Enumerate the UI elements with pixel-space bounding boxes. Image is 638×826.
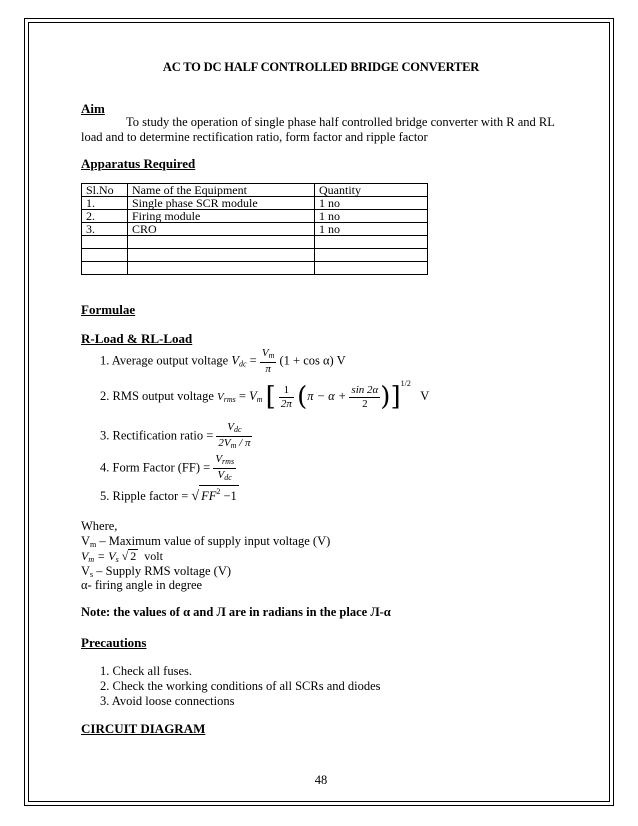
apparatus-table xyxy=(81,183,428,275)
eq2-rhs-sub: m xyxy=(256,395,263,404)
vm-eq-lhs-sub: m xyxy=(88,555,95,564)
eq4-den: V xyxy=(217,469,225,481)
circuit-diagram-heading: CIRCUIT DIAGRAM xyxy=(81,721,206,736)
where-vm xyxy=(81,534,330,549)
table-cell xyxy=(315,236,428,249)
table-row xyxy=(82,236,428,249)
vm-description: – Maximum value of supply input voltage (V) xyxy=(99,534,331,548)
eq2-power: 1/2 xyxy=(400,379,411,388)
where-label: Where, xyxy=(81,519,118,533)
table-cell xyxy=(128,236,315,249)
vs-symbol: V xyxy=(81,564,91,578)
vs-symbol-sub: s xyxy=(90,570,94,579)
eq2-fraction-2 xyxy=(349,384,380,411)
eq3-fraction xyxy=(216,421,252,452)
eq1-num-sub: m xyxy=(268,351,275,360)
table-header-cell: Name of the Equipment xyxy=(128,184,315,197)
eq3-num-sub: dc xyxy=(234,425,242,434)
eq1-lhs: V xyxy=(231,353,239,368)
table-cell xyxy=(128,249,315,262)
formula-label: 1. Average output voltage xyxy=(100,353,229,368)
sqrt-sign-icon: √ xyxy=(121,549,129,563)
eq5-base: FF xyxy=(201,489,217,503)
table-cell xyxy=(82,236,128,249)
where-vm-equation xyxy=(81,549,163,564)
table-cell: Firing module xyxy=(128,210,315,223)
vm-symbol: V xyxy=(81,534,91,548)
formula-label: 4. Form Factor (FF) = xyxy=(100,460,211,475)
formula-label: 5. Ripple factor = xyxy=(100,489,189,503)
eq5-tail: −1 xyxy=(223,489,237,503)
page-number: 48 xyxy=(314,773,328,787)
eq2-lhs: V xyxy=(217,391,224,403)
eq1-fraction xyxy=(260,347,277,376)
table-cell xyxy=(315,249,428,262)
eq2-close-bracket: ] xyxy=(390,382,401,413)
sqrt-sign-icon: √ xyxy=(191,489,200,504)
eq3-den-sub: m xyxy=(230,441,237,450)
eq2-f-den: 2π xyxy=(280,397,292,410)
table-header-cell: Quantity xyxy=(315,184,428,197)
table-cell xyxy=(82,249,128,262)
eq4-num-sub: rms xyxy=(222,457,235,466)
vm-eq-mid: = V xyxy=(97,549,116,563)
eq5-power: 2 xyxy=(216,487,221,496)
eq1-unit: V xyxy=(336,353,346,368)
table-cell: 1 no xyxy=(315,197,428,210)
eq2-lhs-sub: rms xyxy=(223,395,236,404)
table-row xyxy=(82,197,428,210)
eq2-open-bracket: [ xyxy=(265,382,276,413)
formula-label: 2. RMS output voltage xyxy=(100,389,214,403)
apparatus-heading: Apparatus Required xyxy=(81,156,196,171)
eq4-fraction xyxy=(213,453,236,484)
formula-rectification-ratio xyxy=(100,421,252,452)
eq1-rest: (1 + cos α) xyxy=(279,353,334,368)
table-row xyxy=(82,223,428,236)
table-cell: CRO xyxy=(128,223,315,236)
eq3-num: V xyxy=(227,421,235,433)
table-header-cell: Sl.No xyxy=(82,184,128,197)
vm-symbol-sub: m xyxy=(90,540,97,549)
formulae-heading: Formulae xyxy=(81,302,136,317)
eq3-den-tail: / π xyxy=(239,437,251,449)
vm-eq-root: 2 xyxy=(130,549,137,563)
formula-average-voltage: 1. Average output voltage $V_{dc}$ = $\frac{V_m}{\pi}$ (1 + cos α) V xyxy=(100,347,346,375)
list-item: 2. Check the working conditions of all SCRs and diodes xyxy=(100,679,381,693)
aim-line-2: load and to determine rectification ratio, form factor and ripple factor xyxy=(81,130,428,144)
table-cell xyxy=(82,262,128,275)
eq2-fraction-1 xyxy=(279,384,294,411)
eq2-s-den: 2 xyxy=(362,397,368,410)
table-row xyxy=(82,262,428,275)
eq2-close-paren: ) xyxy=(380,382,391,413)
eq2-unit: V xyxy=(420,389,430,403)
formula-rms-voltage: 2. RMS output voltage $V_{rms} = V_m$ [ $\frac{1}{2\pi}$ (π − α + $\frac{\sin 2\alpha}{2}$ )]$^{1/2}$ V xyxy=(100,379,430,413)
rl-load-heading: R-Load & RL-Load xyxy=(81,331,193,346)
table-cell: Single phase SCR module xyxy=(128,197,315,210)
table-cell: 3. xyxy=(82,223,128,236)
eq2-f-num: 1 xyxy=(279,384,294,398)
table-cell: 1 no xyxy=(315,223,428,236)
table-cell: 1. xyxy=(82,197,128,210)
vm-eq-mid-sub: s xyxy=(115,555,119,564)
note-text: Note: the values of α and Л are in radians in the place Л-α xyxy=(81,605,391,619)
table-row xyxy=(82,210,428,223)
table-cell: 1 no xyxy=(315,210,428,223)
list-item: 1. Check all fuses. xyxy=(100,664,192,678)
table-header-row xyxy=(82,184,428,197)
eq2-mid: π − α + xyxy=(307,389,347,403)
vm-eq-lhs: V xyxy=(81,549,89,563)
table-row xyxy=(82,249,428,262)
precautions-list xyxy=(100,664,381,709)
page-title: AC TO DC HALF CONTROLLED BRIDGE CONVERTER xyxy=(162,60,480,74)
vm-eq-unit: volt xyxy=(144,549,163,563)
eq4-den-sub: dc xyxy=(224,473,232,482)
aim-line-1: To study the operation of single phase half controlled bridge converter with R and RL xyxy=(126,115,555,129)
eq2-s-num: sin 2α xyxy=(351,383,379,396)
where-alpha: α- firing angle in degree xyxy=(81,578,203,592)
list-item: 3. Avoid loose connections xyxy=(100,694,235,708)
formula-form-factor xyxy=(100,453,236,484)
aim-heading: Aim xyxy=(81,101,105,116)
eq1-lhs-sub: dc xyxy=(238,359,247,369)
formula-ripple-factor xyxy=(100,485,239,505)
formula-label: 3. Rectification ratio = xyxy=(100,428,214,443)
table-cell xyxy=(315,262,428,275)
vs-description: – Supply RMS voltage (V) xyxy=(96,564,232,578)
where-vs xyxy=(81,564,231,579)
eq1-den: π xyxy=(265,363,271,375)
precautions-heading: Precautions xyxy=(81,635,147,650)
eq1-num: V xyxy=(261,347,269,359)
eq2-rhs: V xyxy=(249,389,257,403)
table-cell xyxy=(128,262,315,275)
eq2-open-paren: ( xyxy=(297,382,308,413)
table-cell: 2. xyxy=(82,210,128,223)
eq3-den: 2V xyxy=(218,437,231,449)
eq4-num: V xyxy=(215,453,223,465)
